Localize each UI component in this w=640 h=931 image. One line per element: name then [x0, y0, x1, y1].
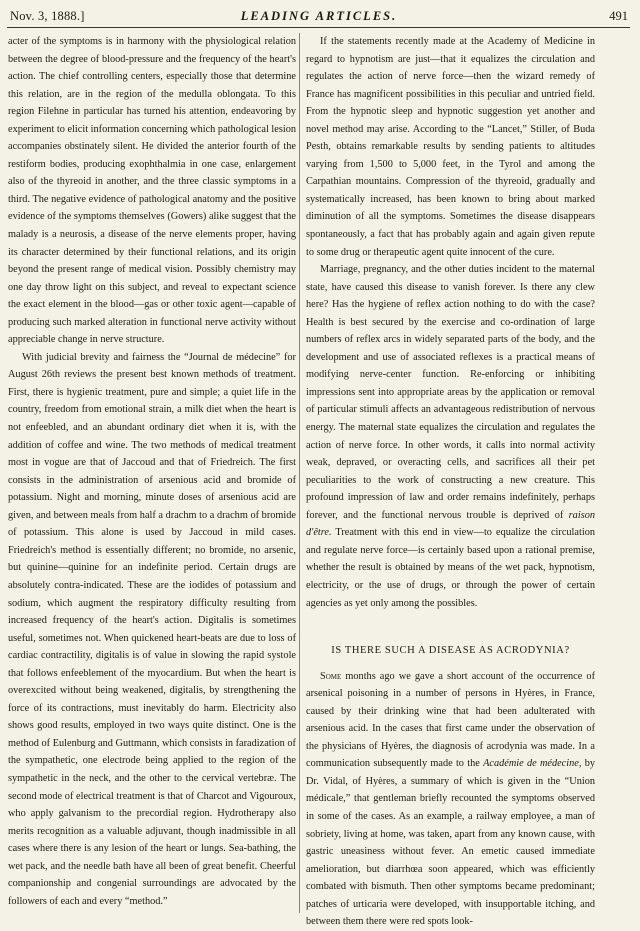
paragraph-text: by Dr. Vidal, of Hyères, a summary of which is given in the “Union médicale,” that gentleman briefly recounted the symptoms observed in some of the cases. As an example, a railway employee, a man of sobriety, living at home, was taken, apart from any known cause, with gastric uneasiness without fever. An emetic caused immediate amelioration, but diarrhœa soon appeared, which was efficiently combated with bismuth. Then other symptoms became predominant; patches of urticaria were developed, with insupportable itching, and between them there were red spots look- — [306, 758, 595, 928]
column-divider — [299, 33, 300, 913]
section-heading: LEADING ARTICLES. — [240, 9, 398, 23]
header-rule — [7, 27, 630, 28]
paragraph — [306, 668, 595, 931]
lead-word: Some — [320, 670, 342, 682]
italic-phrase: Académie de médecine, — [483, 758, 582, 770]
paragraph: acter of the symptoms is in harmony with the physiological relation between the degree of blood-pressure and the frequency of the heart's action. The chief controlling centers, especially those that determine this relation, are in the region of the medulla oblongata. To this region Filehne in particular has turned his attention, endeavoring by experiment to elicit information concerning which pathological lesion accompanies obstinately silent. He divided the anterior fourth of the restiform bodies, producing exophthalmia in one case, enlargement also of the thyreoid in another, and the three classic symptoms in a third. The negative evidence of pathological anatomy and the positive evidence of the symptoms themselves (Gowers) alike suggest that the malady is a neurosis, a disease of the nerve elements proper, having its character determined by their functional relations, and its origin beyond the present range of medical vision. Possibly chemistry may one day throw light on this subject, and reveal to expectant science the exact element in the blood—gas or other toxic agent—capable of producing such marked alteration in functional nerve activity without appreciable change in nerve structure. — [8, 36, 296, 346]
running-head — [10, 7, 628, 25]
paragraph — [306, 261, 595, 612]
left-column — [8, 33, 296, 910]
right-column — [306, 33, 595, 931]
paragraph-text: months ago we gave a short account of the occurrence of arsenical poisoning in a number of persons in Hyères, in France, caused by their drinking wine that had been adulterated with arsenious acid. In the cases that first came under the observation of the physicians of Hyères, the diagnosis of acrodynia was made. In a communication subsequently made to the — [306, 670, 595, 770]
italic-phrase: raison d'être. — [306, 509, 595, 539]
paragraph: If the statements recently made at the Academy of Medicine in regard to hypnotism are just—that it equalizes the circulation and regulates the action of nerve force—then the wizard remedy of France has magnificent possibilities in this peculiar and untried field. From the hypnotic sleep and hypnotic suggestion yet another and novel method may arise. According to the “Lancet,” Stiller, of Buda Pesth, obtains remarkable results by sending patients to altitudes varying from 1,500 to 5,000 feet, in the Tyrol and among the Carpathian mountains. Compression of the thyreoid, gradually and systematically increased, has been known to bring about marked diminution of all the symptoms. Sometimes the disease disappears spontaneously, a fact that has probably again and again given repute to some drug or therapeutic agent quite innocent of the cure. — [306, 36, 595, 258]
issue-date: Nov. 3, 1888.] — [10, 9, 85, 23]
paragraph: With judicial brevity and fairness the “Journal de médecine” for August 26th reviews the present best known methods of treatment. First, there is hygienic treatment, pure and simple; a quiet life in the country, freedom from emotional strain, a milk diet when the heart is not enfeebled, and an abundant ordinary diet when it is, with the addition of coffee and wine. The two methods of medical treatment most in vogue are that of Jaccoud and that of Friedreich. The first consists in the administration of arsenious acid and bromide of potassium. Night and morning, minute doses of arsenious acid are given, and between meals from half a drachm to a drachm of bromide of potassium. This alone is used by Jaccoud in mild cases. Friedreich's method is essentially different; no bromide, no arsenic, but quinine—quinine for an indefinite period. Certain drugs are absolutely contra-indicated. These are the iodides of potassium and sodium, which augment the respiratory difficulty resulting from increased frequency of the heart's action. Digitalis is sometimes useful, sometimes not. When quickened heart-beats are due to loss of cardiac contractility, digitalis is of value in slowing the rapid systole that follows enfeeblement of the myocardium. But when the heart is overexcited without being weakened, digitalis, by strengthening the force of its contractions, must inevitably do harm. Electricity also shows good results, employed in two ways quite distinct. One is the method of Eulenburg and Guttmann, which consists in faradization of the sympathetic, one electrode being applied to the region of the sympathetic in the neck, and the other to the cervical vertebræ. The second mode of electrical treatment is that of Charcot and Vigouroux, who apply galvanism to the precordial region. Hydrotherapy also merits recognition as a valuable adjuvant, though inadmissible in all cases where there is any lesion of the heart or lungs. Sea-bathing, the wet pack, and the needle bath have all been of great benefit. Cheerful companionship and congenial surroundings are advocated by the followers of each and every “method.” — [8, 351, 296, 907]
paragraph-text: Treatment with this end in view—to equalize the circulation and regulate nerve force—is certainly based upon a rational premise, whether the result is obtained by means of the wet pack, hypnotism, electricity, or the use of drugs, or through the power of certain agencies as yet only among the possibles. — [306, 527, 595, 609]
article-title: IS THERE SUCH A DISEASE AS ACRODYNIA? — [331, 645, 570, 657]
paragraph-text: Marriage, pregnancy, and the other duties incident to the maternal state, have caused this disease to vanish forever. Is there any clew here? Has the hygiene of reflex action nothing to do with the case? Health is best secured by the exercise and co-ordination of large numbers of reflex arcs in widely separated parts of the body, and the development and use of associated reflexes is a practical means of modifying nerve-center function. Re-enforcing or inhibiting impressions sent into appropriate areas by the application or removal of particular stimuli affects an advantageous redistribution of nervous energy. The maternal state equalizes the circulation and regulates the action of nerve force. In other words, it calls into normal activity weak, depraved, or overacting cells, and sacrifices all their pet peculiarities to the work of constructing a new creature. This profound impression of law and order remains indefinitely, perhaps forever, and the functional nervous trouble is deprived of — [306, 264, 595, 521]
page-number: 491 — [609, 9, 628, 23]
